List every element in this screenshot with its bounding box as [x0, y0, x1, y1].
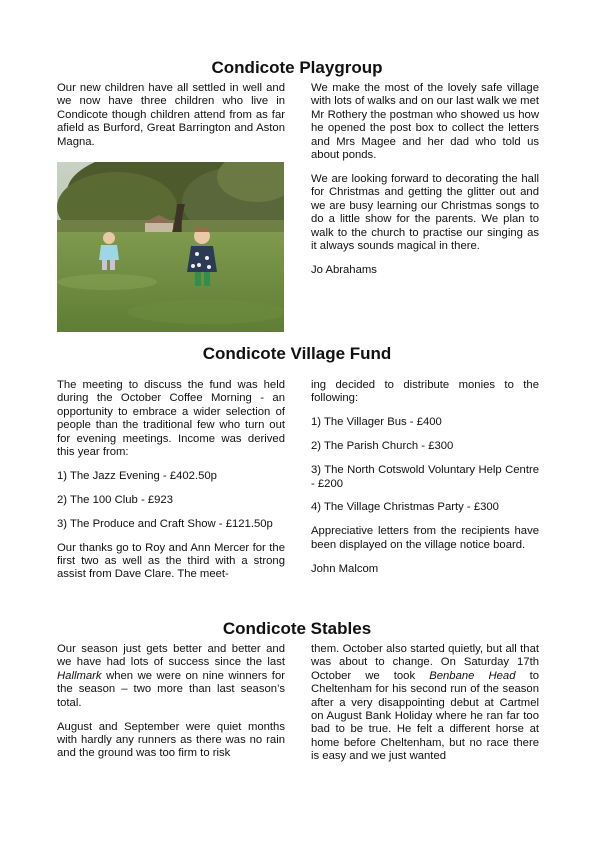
paragraph-text: Our season just gets better and better and we have had lots of success since the last: [57, 643, 285, 669]
paragraph: August and September were quiet months with hardly any runners as there was no rain and the ground was too firm to risk: [57, 720, 285, 760]
stables-right-column: [311, 643, 539, 764]
stables-left-column: [57, 643, 285, 761]
paragraph-text: when we were on nine winners for the season – two more than last season’s total.: [57, 669, 285, 709]
playgroup-right-column: [311, 82, 539, 277]
list-item: 1) The Villager Bus - £400: [311, 416, 442, 429]
list-item: 1) The Jazz Evening - £402.50p: [57, 469, 217, 482]
paragraph: Our thanks go to Roy and Ann Mercer for the first two as well as the third with a strong assist from Dave Clare. The meet-: [57, 541, 285, 581]
horse-name: Benbane Head: [429, 669, 516, 682]
paragraph: ing decided to distribute monies to the following:: [311, 379, 539, 405]
village-fund-heading: Condicote Village Fund: [202, 344, 392, 363]
paragraph-text: them. October also started quietly, but all that was about to change. On Saturday 17th October we took: [311, 643, 539, 682]
paragraph: We are looking forward to decorating the hall for Christmas and getting the glitter out and we are busy learning our Christmas songs to do a little show for the parents. We plan to walk to the church to practise our singing as it always sounds magical in there.: [311, 172, 539, 252]
paragraph: [57, 643, 285, 710]
paragraph: We make the most of the lovely safe village with lots of walks and on our last walk we met Mr Rothery the postman who showed us how he opened the post box to collect the letters and Mrs Magee and her dad who told us about ponds.: [311, 82, 539, 162]
village-fund-left-column: [57, 379, 285, 582]
list-item: 3) The North Cotswold Voluntary Help Centre - £200: [311, 464, 539, 490]
paragraph: [311, 643, 539, 764]
paragraph: Appreciative letters from the recipients have been displayed on the village notice board.: [311, 525, 539, 551]
list-item: 2) The Parish Church - £300: [311, 440, 454, 453]
village-fund-right-column: [311, 379, 539, 576]
playgroup-photo: [57, 162, 284, 332]
horse-name: Hallmark: [57, 669, 102, 682]
signature: John Malcom: [311, 562, 379, 575]
paragraph: Our new children have all settled in well and we now have three children who live in Condicote though children attend from as far afield as Burford, Great Barrington and Aston Magna.: [57, 82, 285, 148]
list-item: 3) The Produce and Craft Show - £121.50p: [57, 517, 273, 530]
playgroup-heading: Condicote Playgroup: [211, 58, 383, 77]
paragraph: The meeting to discuss the fund was held during the October Coffee Morning - an opportunity to embrace a wider selection of people than the traditional few who turn out for evening meetings. Income was derived this year from:: [57, 379, 285, 459]
stables-heading: Condicote Stables: [222, 619, 372, 638]
playgroup-left-column: [57, 82, 285, 149]
paragraph-text: to Cheltenham for his second run of the season after a very disappointing debut at Cartmel on August Bank Holiday where he ran far too bad to be true. He felt a different horse at home before Cheltenham, but no race there is easy and we just wanted: [311, 669, 539, 763]
list-item: 2) The 100 Club - £923: [57, 493, 173, 506]
signature: Jo Abrahams: [311, 263, 377, 276]
list-item: 4) The Village Christmas Party - £300: [311, 501, 499, 514]
